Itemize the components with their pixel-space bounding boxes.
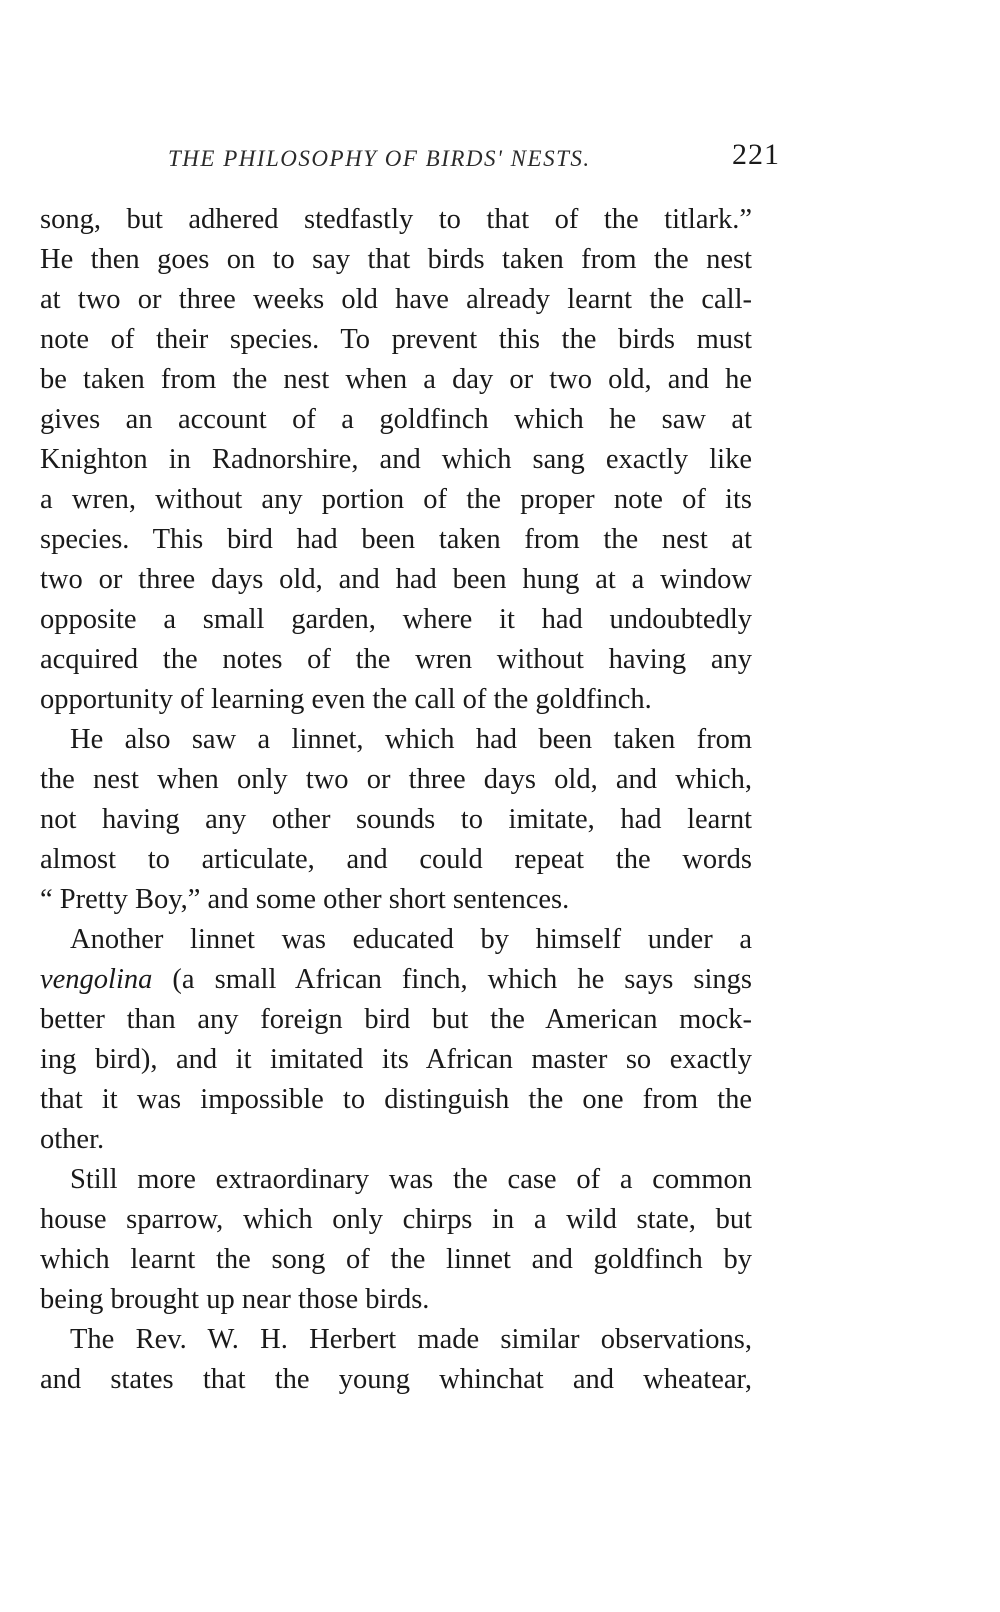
- text-line-19: Another linnet was educated by himself under a: [70, 924, 752, 955]
- text-line-23: that it was impossible to distinguish the one from the: [40, 1084, 752, 1115]
- running-head: [160, 138, 780, 178]
- text-line-3: at two or three weeks old have already learnt the call-: [40, 284, 752, 315]
- text-line-11: opposite a small garden, where it had undoubtedly: [40, 604, 752, 635]
- text-line-28: being brought up near those birds.: [40, 1284, 430, 1315]
- text-line-9: species. This bird had been taken from the nest at: [40, 524, 752, 555]
- text-line-13: opportunity of learning even the call of the goldfinch.: [40, 684, 652, 715]
- text-line-4: note of their species. To prevent this the birds must: [40, 324, 752, 355]
- text-line-21: better than any foreign bird but the American mock-: [40, 1004, 752, 1035]
- text-line-15: the nest when only two or three days old, and which,: [40, 764, 752, 795]
- text-line-18: “ Pretty Boy,” and some other short sentences.: [40, 884, 570, 915]
- text-line-5: be taken from the nest when a day or two old, and he: [40, 364, 752, 395]
- italic-term: vengolina: [40, 964, 153, 995]
- text-line-26: house sparrow, which only chirps in a wild state, but: [40, 1204, 752, 1235]
- text-line-30: and states that the young whinchat and wheatear,: [40, 1364, 752, 1395]
- text-line-14: He also saw a linnet, which had been taken from: [70, 724, 752, 755]
- text-line-10: two or three days old, and had been hung at a window: [40, 564, 752, 595]
- text-line-17: almost to articulate, and could repeat the words: [40, 844, 752, 875]
- text-line-25: Still more extraordinary was the case of a common: [70, 1164, 752, 1195]
- running-title: THE PHILOSOPHY OF BIRDS' NESTS.: [168, 146, 591, 171]
- text-line-16: not having any other sounds to imitate, had learnt: [40, 804, 752, 835]
- page-number: 221: [732, 138, 780, 171]
- text-line-20: [40, 960, 752, 1000]
- text-line-20-rest: (a small African finch, which he says sings: [152, 964, 752, 995]
- text-line-29: The Rev. W. H. Herbert made similar observations,: [70, 1324, 752, 1355]
- text-line-8: a wren, without any portion of the proper note of its: [40, 484, 752, 515]
- text-line-27: which learnt the song of the linnet and goldfinch by: [40, 1244, 752, 1275]
- text-line-7: Knighton in Radnorshire, and which sang exactly like: [40, 444, 752, 475]
- text-line-1: song, but adhered stedfastly to that of the titlark.”: [40, 204, 752, 235]
- text-line-24: other.: [40, 1124, 105, 1155]
- body-text: [40, 200, 752, 1400]
- text-line-22: ing bird), and it imitated its African master so exactly: [40, 1044, 752, 1075]
- text-line-6: gives an account of a goldfinch which he saw at: [40, 404, 752, 435]
- text-line-12: acquired the notes of the wren without having any: [40, 644, 752, 675]
- text-line-2: He then goes on to say that birds taken from the nest: [40, 244, 752, 275]
